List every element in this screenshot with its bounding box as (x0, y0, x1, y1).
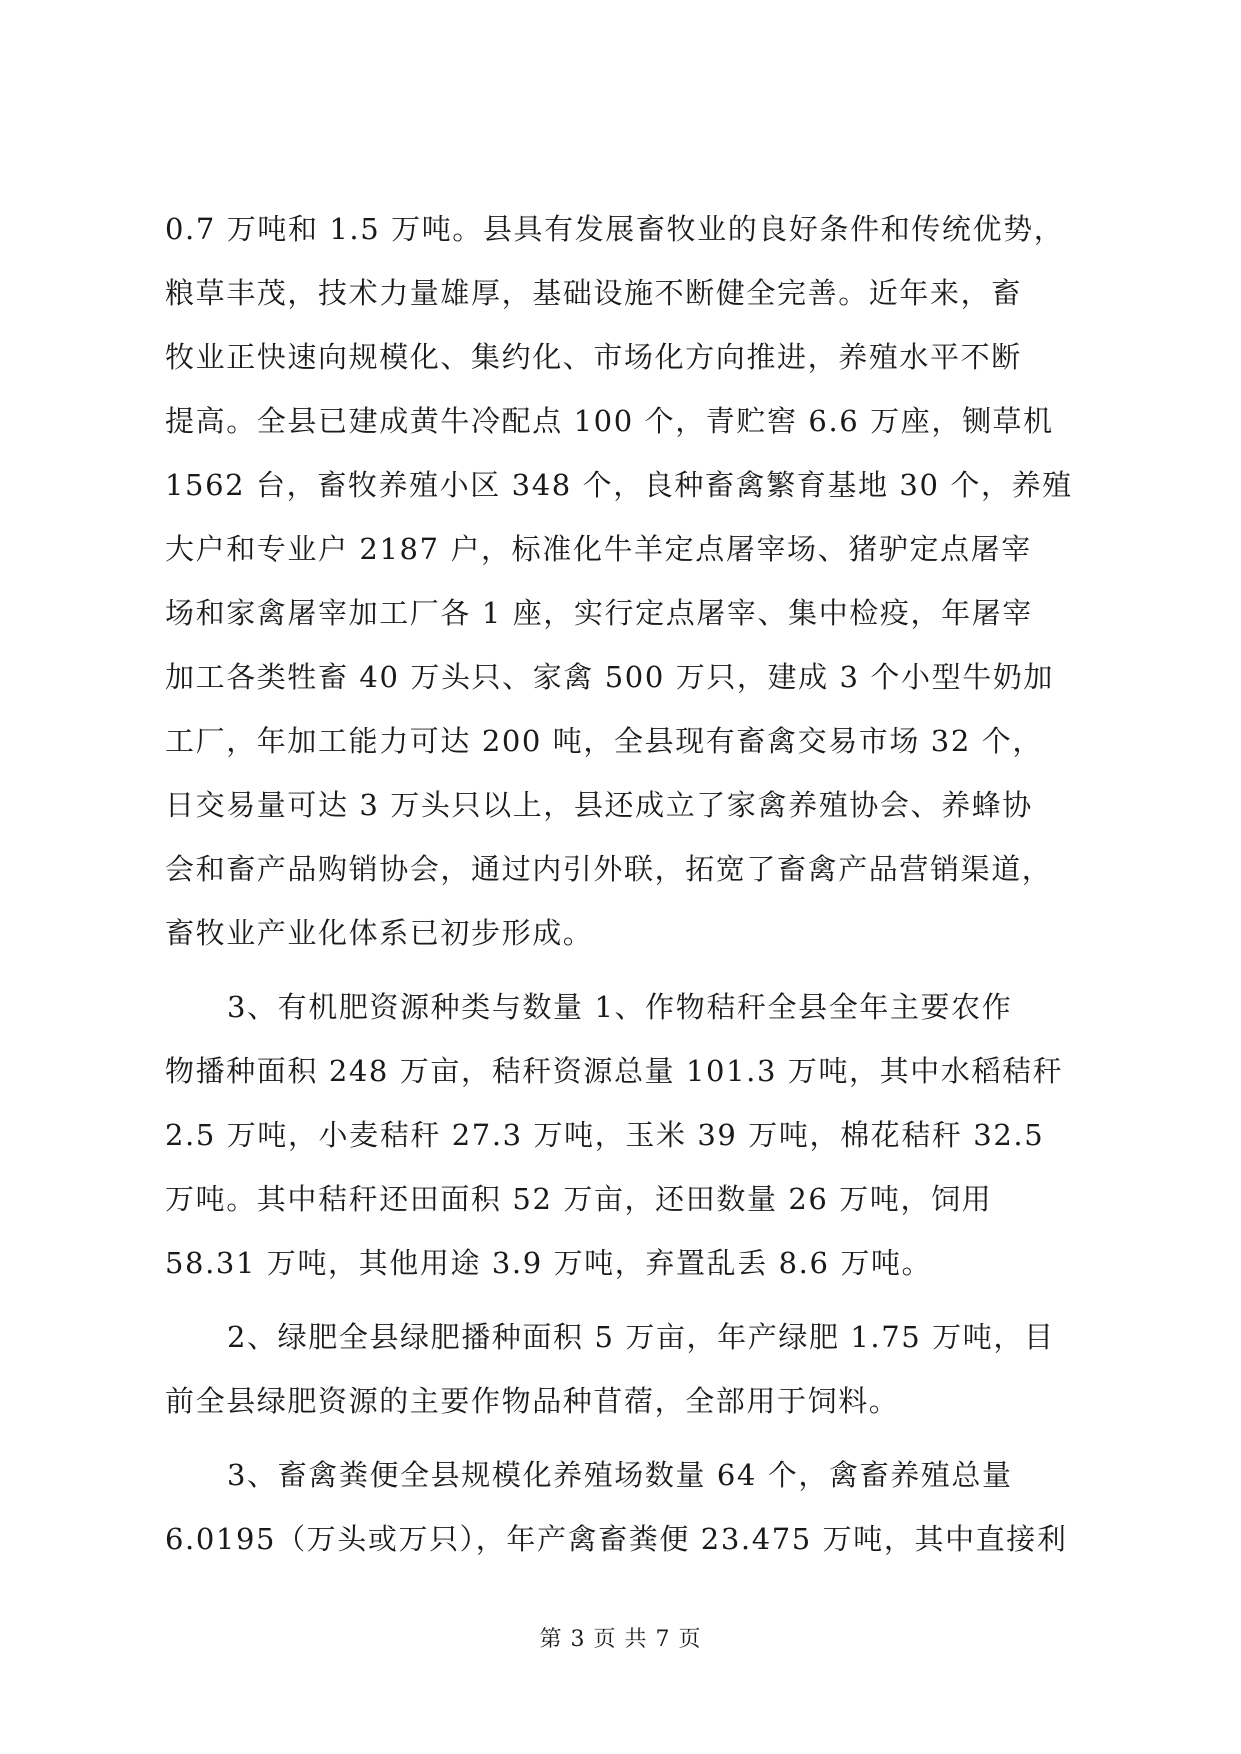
text-line: 提高。全县已建成黄牛冷配点 100 个，青贮窖 6.6 万座，铡草机 (165, 404, 1054, 438)
text-line: 1562 台，畜牧养殖小区 348 个，良种畜禽繁育基地 30 个，养殖 (165, 468, 1073, 502)
text-line: 加工各类牲畜 40 万头只、家禽 500 万只，建成 3 个小型牛奶加 (165, 660, 1055, 694)
text-line: 万吨。其中秸秆还田面积 52 万亩，还田数量 26 万吨，饲用 (165, 1182, 993, 1216)
text-line: 日交易量可达 3 万头只以上，县还成立了家禽养殖协会、养蜂协 (165, 788, 1033, 822)
body-text (165, 197, 1085, 1571)
text-line: 58.31 万吨，其他用途 3.9 万吨，弃置乱丢 8.6 万吨。 (165, 1246, 933, 1280)
text-line: 工厂，年加工能力可达 200 吨，全县现有畜禽交易市场 32 个， (165, 724, 1043, 758)
text-line: 粮草丰茂，技术力量雄厚，基础设施不断健全完善。近年来，畜 (165, 276, 1022, 310)
page-number-footer: 第 3 页 共 7 页 (539, 1627, 702, 1652)
text-line: 6.0195（万头或万只），年产禽畜粪便 23.475 万吨，其中直接利 (165, 1522, 1068, 1556)
paragraph-start-line: 3、畜禽粪便全县规模化养殖场数量 64 个，禽畜养殖总量 (227, 1458, 1013, 1492)
text-line: 2.5 万吨，小麦秸秆 27.3 万吨，玉米 39 万吨，棉花秸秆 32.5 (165, 1118, 1045, 1152)
paragraph-start-line: 3、有机肥资源种类与数量 1、作物秸秆全县全年主要农作 (227, 990, 1013, 1024)
text-line: 会和畜产品购销协会，通过内引外联，拓宽了畜禽产品营销渠道， (165, 852, 1053, 886)
paragraph-start-line: 2、绿肥全县绿肥播种面积 5 万亩，年产绿肥 1.75 万吨，目 (227, 1320, 1055, 1354)
text-line: 大户和专业户 2187 户，标准化牛羊定点屠宰场、猪驴定点屠宰 (165, 532, 1032, 566)
text-line: 场和家禽屠宰加工厂各 1 座，实行定点屠宰、集中检疫，年屠宰 (165, 596, 1033, 630)
text-line: 0.7 万吨和 1.5 万吨。县具有发展畜牧业的良好条件和传统优势， (165, 212, 1065, 246)
text-line: 牧业正快速向规模化、集约化、市场化方向推进，养殖水平不断 (165, 340, 1022, 374)
text-line: 畜牧业产业化体系已初步形成。 (165, 916, 594, 950)
text-line: 前全县绿肥资源的主要作物品种苜蓿，全部用于饲料。 (165, 1384, 900, 1418)
text-line: 物播种面积 248 万亩，秸秆资源总量 101.3 万吨，其中水稻秸秆 (165, 1054, 1064, 1088)
